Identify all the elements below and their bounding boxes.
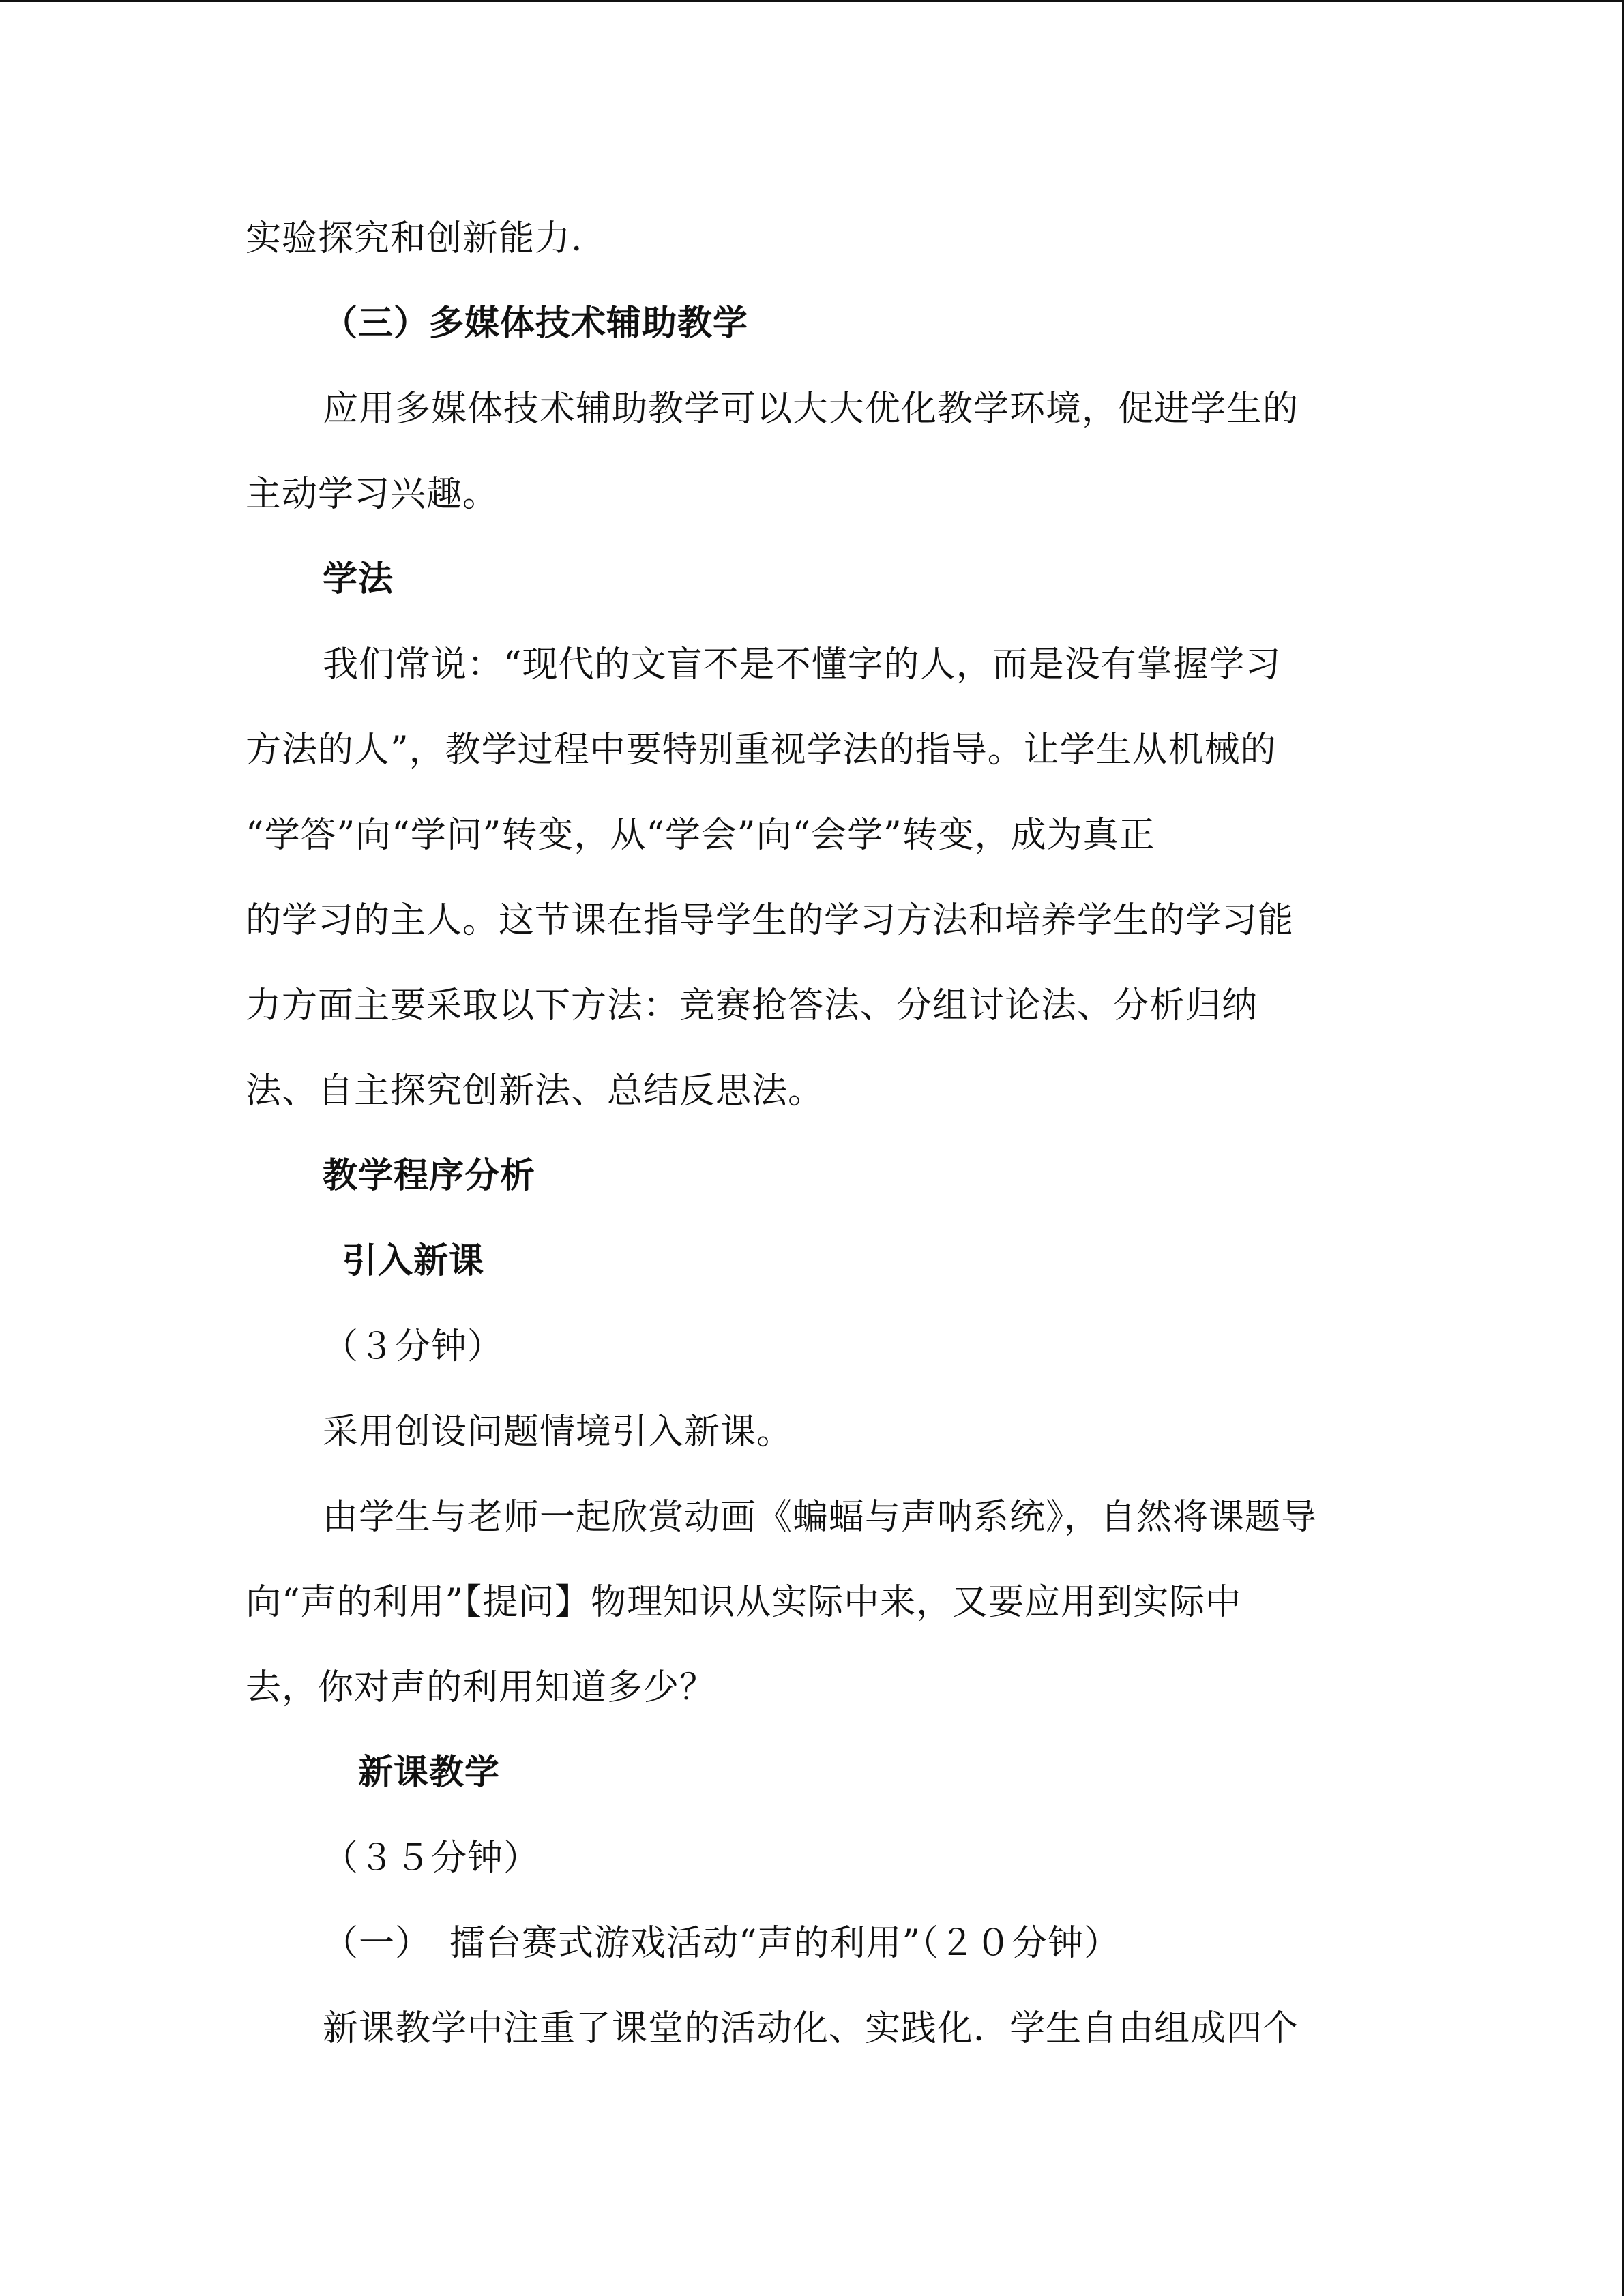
section-heading-study-method: 学法 bbox=[323, 559, 394, 599]
duration-note: （３分钟） bbox=[323, 1326, 504, 1367]
paragraph-line: 由学生与老师一起欣赏动画《蝙蝠与声呐系统》，自然将课题导 bbox=[323, 1497, 1318, 1538]
paragraph-line: 力方面主要采取以下方法：竞赛抢答法、分组讨论法、分析归纳 bbox=[246, 985, 1258, 1026]
paragraph-line: 方法的人”，教学过程中要特别重视学法的指导。让学生从机械的 bbox=[246, 730, 1277, 771]
paragraph-line: 新课教学中注重了课堂的活动化、实践化．学生自由组成四个 bbox=[323, 2008, 1299, 2049]
section-heading-multimedia: （三）多媒体技术辅助教学 bbox=[323, 303, 749, 344]
paragraph-line: 的学习的主人。这节课在指导学生的学习方法和培养学生的学习能 bbox=[246, 900, 1295, 941]
paragraph-line: 去，你对声的利用知道多少？ bbox=[246, 1667, 716, 1708]
section-heading-teaching-procedure: 教学程序分析 bbox=[323, 1156, 536, 1196]
paragraph-line: 主动学习兴趣。 bbox=[246, 474, 499, 515]
paragraph-line: 实验探究和创新能力. bbox=[246, 218, 583, 259]
paragraph-line: 应用多媒体技术辅助教学可以大大优化教学环境，促进学生的 bbox=[323, 389, 1299, 430]
paragraph-line: 我们常说：“现代的文盲不是不懂字的人，而是没有掌握学习 bbox=[323, 644, 1282, 685]
page-top-border bbox=[0, 0, 1624, 2]
duration-note: （３５分钟） bbox=[323, 1838, 540, 1879]
paragraph-line: 采用创设问题情境引入新课。 bbox=[323, 1412, 793, 1452]
section-heading-new-lesson: 新课教学 bbox=[358, 1753, 501, 1793]
paragraph-line: “学答”向“学问”转变，从“学会”向“会学”转变，成为真正 bbox=[246, 815, 1155, 856]
paragraph-line: 向“声的利用”【提问】物理知识从实际中来，又要应用到实际中 bbox=[246, 1582, 1242, 1623]
paragraph-line: 法、自主探究创新法、总结反思法。 bbox=[246, 1071, 825, 1112]
activity-heading: （一） 擂台赛式游戏活动“声的利用”（２０分钟） bbox=[323, 1923, 1121, 1964]
section-heading-introduce-lesson: 引入新课 bbox=[342, 1241, 485, 1281]
